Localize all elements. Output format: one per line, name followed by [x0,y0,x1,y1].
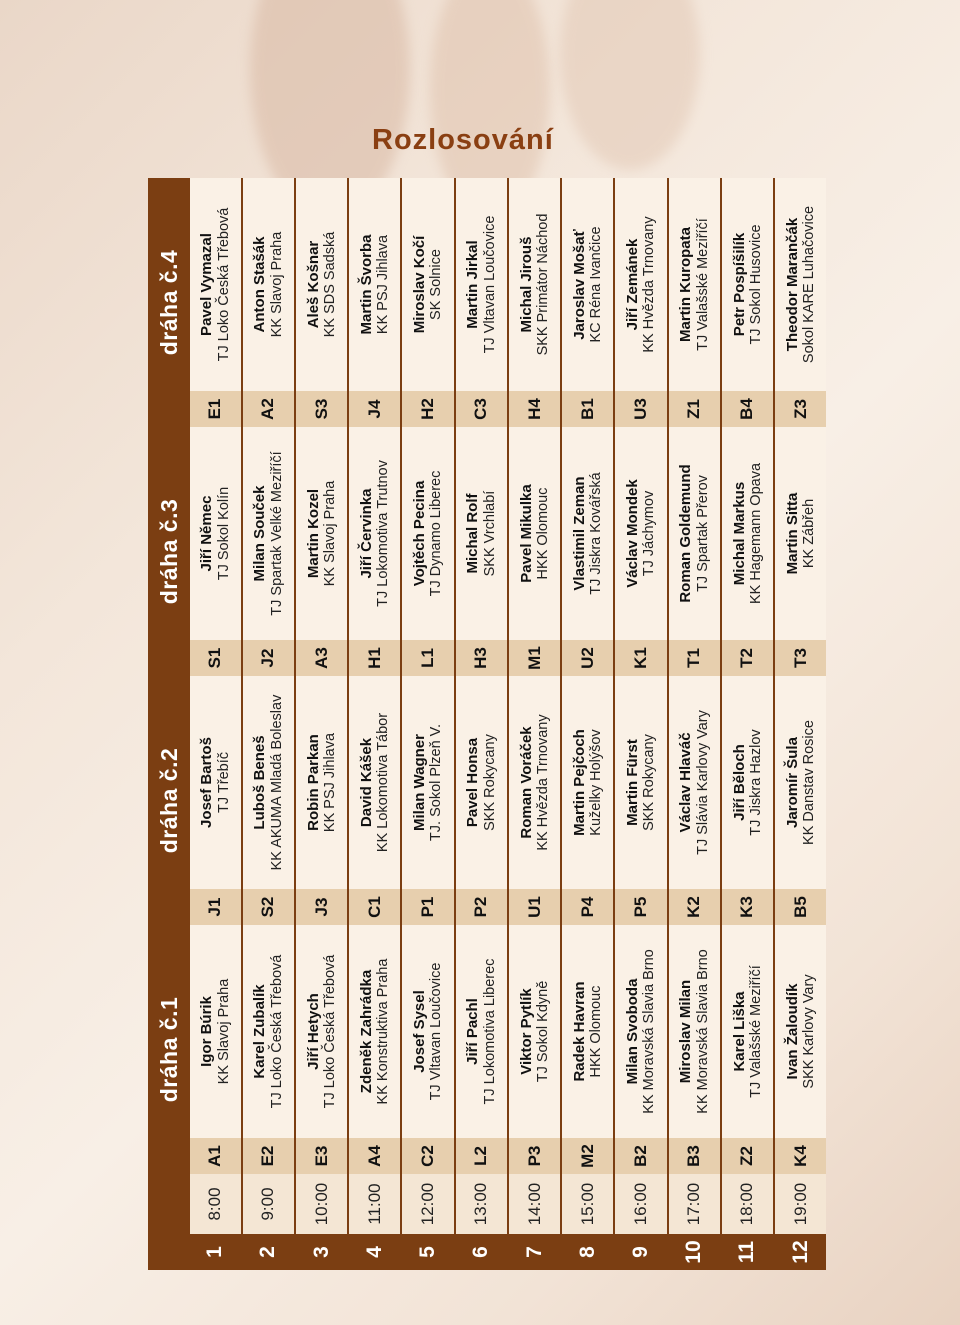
player-cell [455,925,508,1138]
player-code: K2 [668,889,721,925]
player-code: C3 [455,391,508,427]
player-code: P5 [614,889,667,925]
player-cell [508,925,561,1138]
row-number: 5 [401,1234,454,1270]
table-row [190,178,242,1270]
row-number: 9 [614,1234,667,1270]
player-cell [561,427,614,640]
player-club: KK PSJ Jihlava [375,234,392,335]
schedule-table [148,178,826,1270]
table-row [561,178,614,1270]
player-cell [721,676,774,889]
player-code: A3 [295,640,348,676]
player-cell [401,925,454,1138]
player-name: David Kášek [357,737,375,828]
player-code: H2 [401,391,454,427]
player-cell [774,925,826,1138]
player-cell [561,178,614,391]
player-cell [190,925,242,1138]
player-code: T1 [668,640,721,676]
player-club: KK Danstav Rosice [800,720,817,845]
start-time: 10:00 [295,1174,348,1234]
player-name: Jaromír Šula [783,737,801,828]
player-cell [455,178,508,391]
player-name: Martin Kuropata [677,227,695,343]
row-number: 11 [721,1234,774,1270]
player-code: P3 [508,1138,561,1174]
player-cell [668,925,721,1138]
player-code: B1 [561,391,614,427]
player-name: Anton Stašák [251,236,269,333]
start-time: 16:00 [614,1174,667,1234]
player-name: Karel Zubalík [251,984,269,1079]
player-cell [190,676,242,889]
player-club: TJ Spartak Velké Meziříčí [268,451,285,616]
player-club: KK Moravská Slavia Brno [641,949,658,1114]
player-club: KK Slavoj Praha [215,978,232,1085]
player-name: Martin Pejčoch [570,729,588,836]
player-cell [455,427,508,640]
player-club: TJ Jiskra Hazlov [747,729,764,836]
row-number: 4 [348,1234,401,1270]
player-cell [508,178,561,391]
player-code: P2 [455,889,508,925]
player-name: Michal Jirouš [517,236,535,333]
player-club: KK Slavoj Praha [268,231,285,338]
player-club: TJ Loko Česká Třebová [321,954,338,1109]
player-cell [614,427,667,640]
player-club: SKK Rokycany [641,734,658,831]
player-cell [348,178,401,391]
table-row [242,178,295,1270]
player-code: Z3 [774,391,826,427]
player-club: TJ Vltavan Loučovice [481,215,498,354]
player-club: TJ Sokol Husovice [747,224,764,345]
player-name: Jiří Němec [198,495,216,572]
player-cell [295,427,348,640]
player-code: A1 [190,1138,242,1174]
player-club: KK SDS Sadská [321,231,338,338]
player-name: Václav Mondek [624,479,642,588]
player-club: KK AKUMA Mladá Boleslav [268,694,285,871]
table-row [774,178,826,1270]
player-cell [668,676,721,889]
player-cell [242,925,295,1138]
start-time: 17:00 [668,1174,721,1234]
player-name: Martin Fürst [624,739,642,826]
player-code: S1 [190,640,242,676]
player-name: Luboš Beneš [251,735,269,830]
player-club: KK Zábřeh [800,498,817,569]
player-code: E1 [190,391,242,427]
player-cell [561,676,614,889]
player-club: SKK Karlovy Vary [800,974,817,1089]
table-row [721,178,774,1270]
table-row [508,178,561,1270]
player-name: Milan Svoboda [624,978,642,1085]
player-code: E2 [242,1138,295,1174]
background-pin [560,0,700,170]
player-name: Jiří Běloch [730,744,748,821]
player-name: Vojtěch Pecina [411,480,429,587]
player-name: Vlastimil Zeman [570,476,588,591]
player-name: Václav Hlaváč [677,732,695,833]
player-club: TJ Jáchymov [641,490,658,577]
lane-header: dráha č.3 [148,427,190,676]
player-name: Pavel Mikulka [517,484,535,583]
player-code: T3 [774,640,826,676]
start-time: 18:00 [721,1174,774,1234]
player-code: A4 [348,1138,401,1174]
player-cell [774,427,826,640]
player-name: Josef Sysel [411,990,429,1073]
player-code: A2 [242,391,295,427]
player-name: Milan Souček [251,485,269,582]
lane-header: dráha č.2 [148,676,190,925]
player-club: Kuželky Holýšov [588,729,605,836]
start-time: 13:00 [455,1174,508,1234]
player-name: Zdeněk Zahrádka [357,969,375,1094]
player-code: U1 [508,889,561,925]
player-code: Z1 [668,391,721,427]
player-club: SKK Primátor Náchod [534,213,551,356]
player-name: Martin Sitta [783,492,801,575]
row-number: 12 [774,1234,826,1270]
player-code: H3 [455,640,508,676]
player-cell [295,676,348,889]
start-time: 8:00 [190,1174,242,1234]
player-code: P4 [561,889,614,925]
row-number: 8 [561,1234,614,1270]
table-row [614,178,667,1270]
player-club: TJ Sokol Kdyně [534,980,551,1083]
player-code: P1 [401,889,454,925]
player-cell [561,925,614,1138]
player-name: Michal Markus [730,481,748,586]
player-name: Robin Parkan [304,734,322,831]
player-code: E3 [295,1138,348,1174]
player-club: TJ Třebíč [215,752,232,813]
lane-header: dráha č.4 [148,178,190,427]
player-name: Aleš Košnar [304,240,322,329]
player-cell [348,676,401,889]
table-row [348,178,401,1270]
player-club: SKK Vrchlabí [481,490,498,577]
player-code: L2 [455,1138,508,1174]
player-code: C2 [401,1138,454,1174]
player-name: Roman Goldemund [677,464,695,603]
player-name: Josef Bartoš [198,737,216,828]
player-cell [774,178,826,391]
player-name: Milan Wagner [411,734,429,831]
player-club: KK PSJ Jihlava [321,732,338,833]
player-code: U3 [614,391,667,427]
player-code: B4 [721,391,774,427]
player-code: K1 [614,640,667,676]
player-club: TJ Lokomotiva Trutnov [375,460,392,607]
player-cell [721,178,774,391]
player-name: Ivan Žaloudík [783,983,801,1080]
lane-header: dráha č.1 [148,925,190,1174]
player-name: Martin Jirkal [464,240,482,329]
player-name: Miroslav Milan [677,979,695,1084]
start-time: 15:00 [561,1174,614,1234]
player-code: B2 [614,1138,667,1174]
player-club: TJ Loko Česká Třebová [215,207,232,362]
player-cell [242,427,295,640]
row-number: 1 [190,1234,242,1270]
row-number: 2 [242,1234,295,1270]
row-number: 10 [668,1234,721,1270]
player-name: Petr Pospíšilík [730,232,748,337]
row-number: 3 [295,1234,348,1270]
player-club: SKK Rokycany [481,734,498,831]
row-number: 6 [455,1234,508,1270]
player-cell [190,178,242,391]
player-cell [401,676,454,889]
player-cell [614,178,667,391]
player-cell [455,676,508,889]
player-club: TJ Valašské Meziříčí [694,218,711,351]
start-time: 19:00 [774,1174,826,1234]
table-row [295,178,348,1270]
player-name: Martin Švorba [357,234,375,335]
player-club: KK Moravská Slavia Brno [694,949,711,1114]
player-club: Sokol KARE Luhačovice [800,205,817,364]
player-club: KK Lokomotiva Tábor [375,712,392,853]
player-code: S3 [295,391,348,427]
player-code: T2 [721,640,774,676]
player-cell [774,676,826,889]
player-club: KK Hvězda Trnovany [641,216,658,353]
player-club: TJ Spartak Přerov [694,475,711,592]
player-club: TJ Dynamo Liberec [428,470,445,597]
player-club: TJ Vltavan Loučovice [428,962,445,1101]
player-cell [401,178,454,391]
player-cell [348,925,401,1138]
player-name: Igor Búrik [198,996,216,1067]
player-cell [242,676,295,889]
player-cell [348,427,401,640]
player-code: J2 [242,640,295,676]
player-cell [721,925,774,1138]
header-blank [148,1174,190,1270]
player-code: J4 [348,391,401,427]
player-name: Miroslav Kočí [411,235,429,334]
player-cell [295,925,348,1138]
player-club: KK Hvězda Trnovany [534,714,551,851]
player-cell [190,427,242,640]
player-club: TJ Sokol Kolín [215,486,232,581]
player-club: HKK Olomouc [534,487,551,580]
player-cell [668,178,721,391]
player-club: HKK Olomouc [588,985,605,1078]
player-cell [508,427,561,640]
player-cell [242,178,295,391]
row-number: 7 [508,1234,561,1270]
player-club: TJ Loko Česká Třebová [268,954,285,1109]
start-time: 11:00 [348,1174,401,1234]
start-time: 14:00 [508,1174,561,1234]
player-name: Michal Rolf [464,493,482,574]
player-name: Jaroslav Mošať [570,229,588,340]
player-code: J1 [190,889,242,925]
player-name: Pavel Vymazal [198,233,216,336]
player-name: Radek Havran [570,981,588,1082]
player-name: Martin Kozel [304,488,322,579]
player-code: U2 [561,640,614,676]
player-name: Jiří Červinka [357,488,375,579]
player-club: KK Hagemann Opava [747,462,764,605]
player-code: Z2 [721,1138,774,1174]
start-time: 12:00 [401,1174,454,1234]
player-code: M1 [508,640,561,676]
player-cell [614,925,667,1138]
player-cell [668,427,721,640]
player-club: SK Solnice [428,249,445,320]
player-club: TJ Slávia Karlovy Vary [694,710,711,855]
player-cell [401,427,454,640]
header-row [148,178,190,1270]
table-row [668,178,721,1270]
player-name: Jiří Zemánek [624,238,642,331]
player-cell [614,676,667,889]
player-club: KK Slavoj Praha [321,480,338,587]
player-club: KC Réna Ivančice [588,226,605,343]
player-club: TJ. Sokol Plzeň V. [428,723,445,842]
player-code: K4 [774,1138,826,1174]
player-cell [721,427,774,640]
player-cell [508,676,561,889]
player-code: L1 [401,640,454,676]
table-row [401,178,454,1270]
player-name: Pavel Honsa [464,737,482,828]
start-time: 9:00 [242,1174,295,1234]
player-code: H4 [508,391,561,427]
player-club: TJ Lokomotiva Liberec [481,958,498,1105]
player-name: Jiří Pachl [464,998,482,1065]
player-club: KK Konstruktiva Praha [375,958,392,1105]
player-club: TJ Jiskra Kovářská [588,472,605,595]
player-name: Roman Voráček [517,726,535,839]
player-code: H1 [348,640,401,676]
player-code: C1 [348,889,401,925]
player-club: TJ Valašské Meziříčí [747,965,764,1098]
player-name: Jiří Hetych [304,993,322,1070]
player-name: Karel Liška [730,991,748,1072]
player-code: J3 [295,889,348,925]
player-name: Viktor Pytlík [517,988,535,1075]
table-row [455,178,508,1270]
schedule-table-wrapper [148,178,826,1270]
player-code: S2 [242,889,295,925]
player-code: M2 [561,1138,614,1174]
player-code: B3 [668,1138,721,1174]
page-title: Rozlosování [372,124,554,156]
player-cell [295,178,348,391]
player-code: K3 [721,889,774,925]
player-code: B5 [774,889,826,925]
player-name: Theodor Marančák [783,217,801,352]
